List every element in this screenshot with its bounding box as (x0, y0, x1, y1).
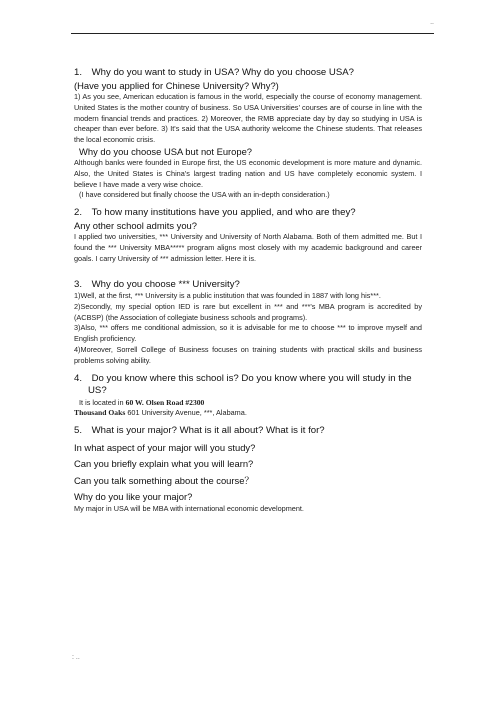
question-5: 5. What is your major? What is it all about? What is it for? (74, 425, 325, 437)
question-2-sub: Any other school admits you? (74, 219, 197, 231)
answer-2: I applied two universities, *** University and University of North Alabama. Both of them admitted me. But I found the *** University MBA***** program aligns most closely with my academic background and career goals. I carry University of *** admission letter. Here it is. (74, 232, 422, 263)
question-2: 2. To how many institutions have you applied, and who are they? (74, 207, 356, 219)
question-1-sub: (Have you applied for Chinese University? Why?) (74, 79, 279, 91)
header-rule (71, 33, 434, 34)
question-5-line-1: In what aspect of your major will you study? (74, 441, 256, 453)
answer-3-point-4: 4)Moreover, Sorrell College of Business focuses on training students with practical skills and business problems solving ability. (74, 345, 422, 365)
answer-1-note: (I have considered but finally choose the USA with an in-depth consideration.) (79, 190, 330, 200)
answer-4-line-2 (74, 408, 422, 419)
footer-marker: : .. (72, 654, 80, 661)
question-1: 1. Why do you want to study in USA? Why do you choose USA? (74, 67, 354, 78)
question-5-line-4: Why do you like your major? (74, 491, 193, 503)
question-5-line-2: Can you briefly explain what you will learn? (74, 458, 254, 470)
answer-3-point-2: 2)Secondly, my special option IED is rare but excellent in *** and ***'s MBA program is accredited by (ACBSP) (the Association of collegiate business schools and programs). (74, 301, 422, 322)
header-marker: .. (430, 19, 434, 26)
question-4: 4. Do you know where this school is? Do you know where you will study in the US? (74, 372, 412, 397)
answer-1-followup: Although banks were founded in Europe first, the US economic development is more mature and dynamic. Also, the United States is China's largest trading nation and US have completely economic system. I believe I have made a very wise choice. (74, 157, 422, 189)
answer-4-prefix: It is located in (79, 397, 126, 407)
answer-5: My major in USA will be MBA with international economic development. (74, 503, 304, 513)
question-3: 3. Why do you choose *** University? (74, 278, 240, 290)
address-city: Thousand Oaks (74, 408, 126, 418)
answer-3-point-1: 1)Well, at the first, *** University is a public institution that was founded in 1887 with long his***. (74, 291, 381, 301)
answer-3-point-3: 3)Also, *** offers me conditional admission, so it is advisable for me to choose *** to improve myself and English proficiency. (74, 323, 422, 344)
answer-1: 1) As you see, American education is famous in the world, especially the course of economy management. United States is the mother country of business. So USA Universities’ courses are of course in line with the modern financial trends and practices. 2) Moreover, the RMB appreciate day by day so studying in USA is cheaper than ever before. 3) It's said that the USA authority welcome the Chinese students. That releases the local economic crisis. (74, 92, 422, 145)
answer-4-line-1 (79, 398, 422, 409)
address-rest: 601 University Avenue, ***, Alabama. (125, 408, 247, 418)
address-street: 60 W. Olsen Road #2300 (125, 397, 205, 407)
question-5-line-3: Can you talk something about the course？ (74, 474, 254, 486)
document-body (74, 67, 422, 515)
question-1-followup: Why do you choose USA but not Europe? (79, 145, 253, 157)
